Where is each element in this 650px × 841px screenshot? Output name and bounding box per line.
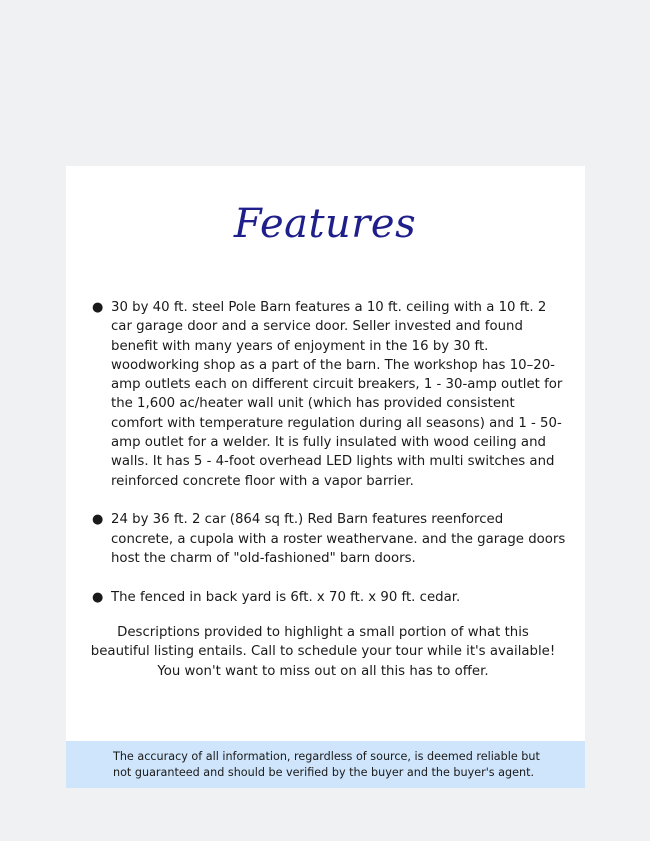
feature-text: 24 by 36 ft. 2 car (864 sq ft.) Red Barn features reenforced concrete, a cupola with a roster weathervane. and the garage doors host the charm of "old-fashioned" barn doors.	[111, 512, 566, 567]
closing-paragraph: Descriptions provided to highlight a small portion of what this beautiful listing entails. Call to schedule your tour while it's available! You won't want to miss out on all this has to offer.	[90, 625, 556, 679]
bullet-icon: ●	[92, 589, 104, 605]
feature-text: 30 by 40 ft. steel Pole Barn features a 10 ft. ceiling with a 10 ft. 2 car garage door and a service door. Seller invested and found benefit with many years of enjoyment in the 16 by 30 ft. woodworking shop as a part of the barn. The workshop has 10–20-amp outlets each on different circuit breakers, 1 - 30-amp outlet for the 1,600 ac/heater wall unit (which has provided consistent comfort with temperature regulation during all seasons) and 1 - 50-amp outlet for a welder. It is fully insulated with wood ceiling and walls. It has 5 - 4-foot overhead LED lights with multi switches and reinforced concrete floor with a vapor barrier.	[111, 300, 563, 489]
bullet-icon: ●	[92, 512, 104, 528]
disclaimer-text: The accuracy of all information, regardless of source, is deemed reliable but not guaranteed and should be verified by the buyer and the buyer's agent.	[113, 750, 540, 779]
list-item	[90, 588, 566, 607]
features-list	[90, 298, 566, 627]
disclaimer-banner	[66, 741, 585, 788]
bullet-icon: ●	[92, 300, 104, 315]
page-title: Features	[233, 201, 417, 247]
list-item	[90, 510, 566, 568]
feature-text: The fenced in back yard is 6ft. x 70 ft. x 90 ft. cedar.	[111, 589, 461, 605]
list-item	[90, 298, 566, 491]
